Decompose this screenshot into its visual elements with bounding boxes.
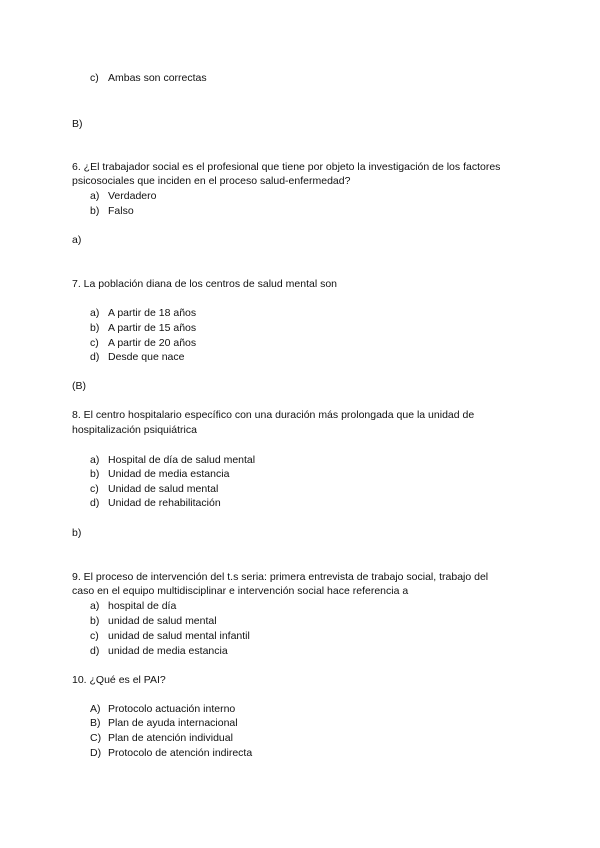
list-item (90, 497, 221, 510)
list-item (90, 732, 233, 745)
option-text: A partir de 18 años (108, 307, 197, 319)
option-label: c) (90, 337, 99, 349)
option-text: Plan de atención individual (108, 732, 233, 744)
option-text: A partir de 15 años (108, 322, 197, 334)
option-label: c) (90, 483, 99, 495)
option-label: D) (90, 747, 102, 759)
list-item (90, 703, 235, 716)
question-8-line-2: hospitalización psiquiátrica (72, 424, 197, 436)
question-6-line-2: psicosociales que inciden en el proceso salud-enfermedad? (72, 175, 351, 187)
option-text: unidad de salud mental (108, 615, 217, 627)
option-label: d) (90, 351, 100, 363)
question-9-line-2: caso en el equipo multidisciplinar e intervención social hace referencia a (72, 585, 409, 597)
question-10-line-1: 10. ¿Qué es el PAI? (72, 674, 166, 686)
option-text: Plan de ayuda internacional (108, 717, 238, 729)
option-text: unidad de salud mental infantil (108, 630, 250, 642)
option-label: d) (90, 497, 100, 509)
option-text: Unidad de salud mental (108, 483, 219, 495)
option-text: unidad de media estancia (108, 645, 228, 657)
list-item (90, 190, 156, 203)
list-item (90, 205, 134, 218)
list-item (90, 322, 196, 335)
option-label: b) (90, 322, 100, 334)
list-item (90, 307, 196, 320)
question-7-line-1: 7. La población diana de los centros de salud mental son (72, 278, 338, 290)
option-label: c) (90, 72, 99, 84)
option-label: a) (90, 190, 100, 202)
option-label: a) (90, 454, 100, 466)
option-text: Unidad de media estancia (108, 468, 230, 480)
answer: a) (72, 234, 82, 246)
option-text: Protocolo de atención indirecta (108, 747, 253, 759)
option-text: Unidad de rehabilitación (108, 497, 221, 509)
option-label: b) (90, 615, 100, 627)
question-9-line-1: 9. El proceso de intervención del t.s seria: primera entrevista de trabajo social, trabajo del (72, 571, 489, 583)
option-label: a) (90, 307, 100, 319)
list-item (90, 337, 196, 350)
list-item (90, 615, 217, 628)
question-8-line-1: 8. El centro hospitalario específico con una duración más prolongada que la unidad de (72, 409, 475, 421)
option-label: d) (90, 645, 100, 657)
option-text: Ambas son correctas (108, 72, 207, 84)
list-item (90, 747, 252, 760)
option-text: Falso (108, 205, 134, 217)
option-label: c) (90, 630, 99, 642)
answer: B) (72, 118, 83, 130)
answer: b) (72, 527, 82, 539)
list-item (90, 630, 250, 643)
list-item (90, 468, 229, 481)
list-item (90, 600, 176, 613)
option-text: A partir de 20 años (108, 337, 197, 349)
option-label: A) (90, 703, 101, 715)
answer: (B) (72, 380, 86, 392)
list-item (90, 454, 255, 467)
option-text: Hospital de día de salud mental (108, 454, 256, 466)
option-label: b) (90, 468, 100, 480)
option-label: a) (90, 600, 100, 612)
list-item (90, 72, 207, 85)
option-text: hospital de día (108, 600, 177, 612)
list-item (90, 351, 184, 364)
list-item (90, 645, 228, 658)
option-label: C) (90, 732, 102, 744)
list-item (90, 483, 218, 496)
question-6-line-1: 6. ¿El trabajador social es el profesional que tiene por objeto la investigación de los factores (72, 161, 501, 173)
list-item (90, 717, 238, 730)
option-label: B) (90, 717, 101, 729)
option-label: b) (90, 205, 100, 217)
option-text: Protocolo actuación interno (108, 703, 236, 715)
option-text: Verdadero (108, 190, 157, 202)
option-text: Desde que nace (108, 351, 185, 363)
